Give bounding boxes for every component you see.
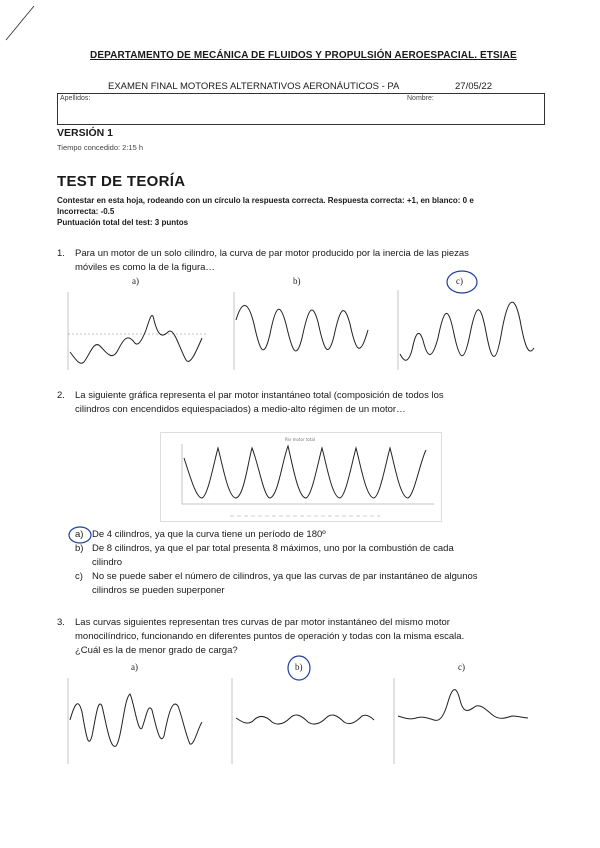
question-number: 2. [57, 390, 65, 401]
question-text [75, 389, 550, 417]
figure-label-b: b) [295, 662, 303, 672]
instructions-line: Incorrecta: -0.5 [57, 207, 115, 216]
option-text: No se puede saber el número de cilindros, ya que las curvas de par instantáneo de algunos [92, 571, 478, 582]
figure-label-b: b) [293, 276, 301, 286]
q2-total-torque-chart [160, 432, 442, 522]
instructions-line: Contestar en esta hoja, rodeando con un círculo la respuesta correcta. Respuesta correcta: +1, en blanco: 0 e [57, 196, 474, 205]
pen-mark-icon [0, 0, 40, 40]
question-line: Las curvas siguientes representan tres curvas de par motor instantáneo del mismo motor [75, 617, 450, 628]
question-line: monocilíndrico, funcionando en diferentes puntos de operación y todas con la misma escala. [75, 631, 465, 642]
department-title: DEPARTAMENTO DE MECÁNICA DE FLUIDOS Y PROPULSIÓN AEROESPACIAL. ETSIAE [90, 50, 517, 61]
q3-figure-b [224, 676, 384, 766]
curve [400, 302, 534, 360]
instructions-line: Puntuación total del test: 3 puntos [57, 218, 189, 227]
q1-figure-a [62, 290, 212, 372]
figure-label-a: a) [131, 662, 138, 672]
question-text [75, 616, 555, 658]
option-b[interactable] [75, 542, 550, 556]
question-line: Para un motor de un solo cilindro, la curva de par motor producido por la inercia de las piezas [75, 248, 469, 259]
option-text: De 4 cilindros, ya que la curva tiene un período de 180º [92, 529, 326, 540]
version-label: VERSIÓN 1 [57, 127, 114, 139]
option-a[interactable] [75, 528, 550, 542]
section-title: TEST DE TEORÍA [57, 173, 186, 190]
exam-title: EXAMEN FINAL MOTORES ALTERNATIVOS AERONÁUTICOS - PA [108, 81, 400, 92]
q3-figure-a [60, 676, 220, 766]
answer-circle-q2 [66, 525, 96, 545]
curve [236, 715, 374, 724]
question-number: 3. [57, 617, 65, 628]
instructions [57, 195, 545, 228]
question-line: cilindros con encendidos equiespaciados) a medio-alto régimen de un motor… [75, 404, 406, 415]
q1-figure-b [228, 290, 378, 372]
figure-label-a: a) [132, 276, 139, 286]
question-line: ¿Cuál es la de menor grado de carga? [75, 645, 238, 656]
option-label: c) [75, 571, 83, 582]
student-name-box[interactable] [57, 93, 545, 125]
option-text: De 8 cilindros, ya que el par total presenta 8 máximos, uno por la combustión de cada [92, 543, 454, 554]
option-text-cont: cilindros se pueden superponer [92, 585, 225, 596]
chart-title: Par motor total [284, 437, 316, 442]
curve [184, 446, 426, 498]
answer-options [75, 528, 550, 598]
option-c[interactable] [75, 570, 550, 584]
time-allowed: Tiempo concedido: 2:15 h [57, 143, 144, 152]
curve [398, 690, 528, 721]
name-label: Nombre: [407, 95, 434, 102]
curve [70, 694, 202, 746]
q3-figure-c [386, 676, 546, 766]
option-label: b) [75, 543, 84, 554]
figure-label-c: c) [458, 662, 465, 672]
question-number: 1. [57, 248, 65, 259]
q1-figure-c [392, 288, 542, 372]
option-label: a) [75, 529, 84, 540]
question-line: móviles es como la de la figura… [75, 262, 215, 273]
curve [70, 315, 202, 363]
option-text-cont: cilindro [92, 557, 123, 568]
figure-label-c: c) [456, 276, 463, 286]
curve [236, 305, 368, 351]
surname-label: Apellidos: [60, 95, 91, 102]
exam-date: 27/05/22 [455, 81, 492, 92]
question-line: La siguiente gráfica representa el par motor instantáneo total (composición de todos los [75, 390, 444, 401]
